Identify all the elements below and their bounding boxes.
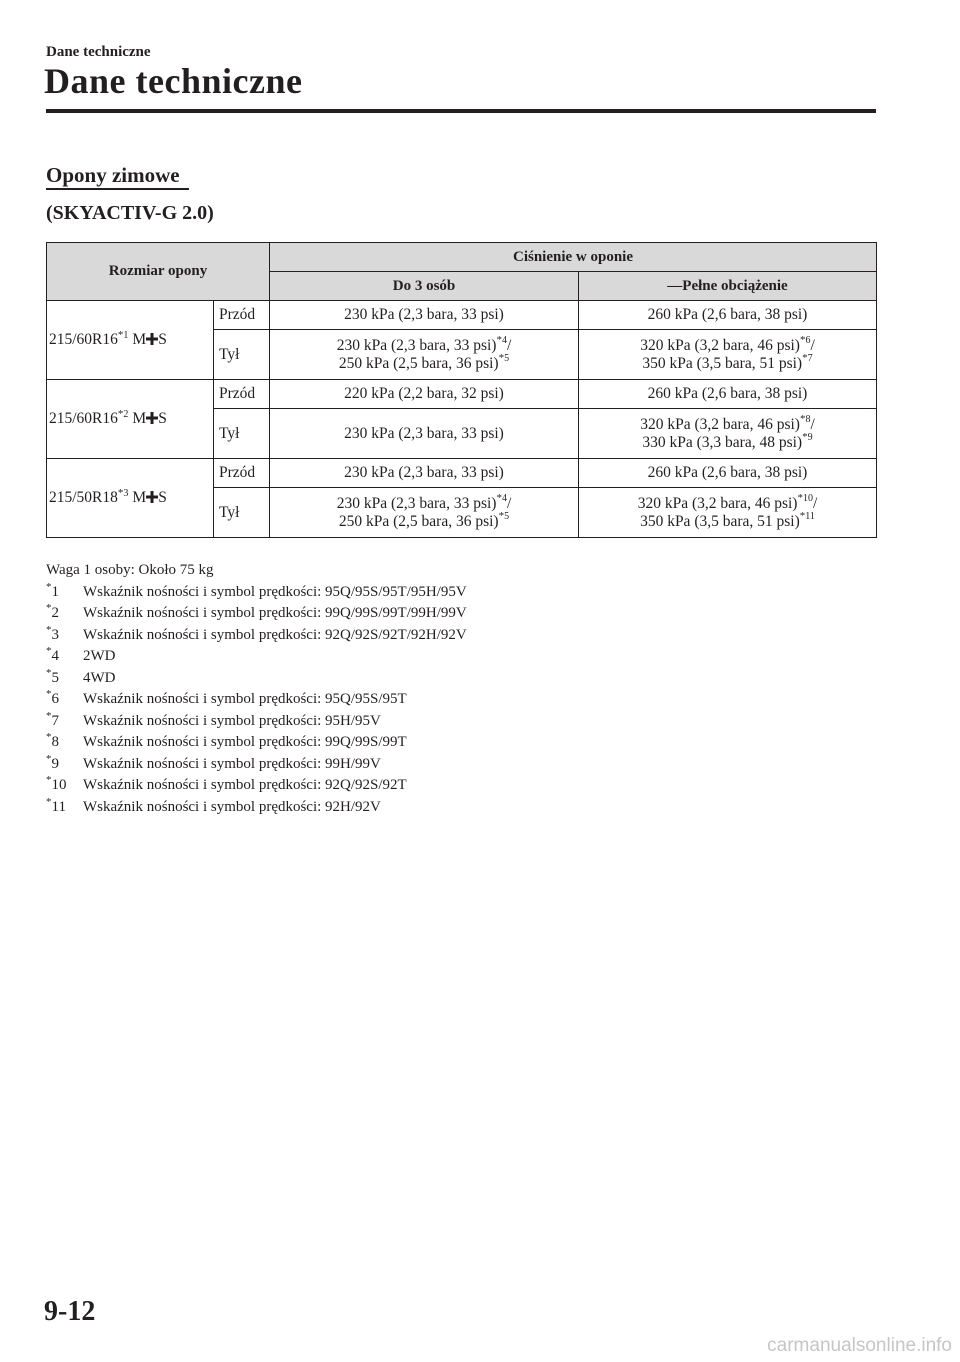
tyre-size: 215/50R18 [49, 489, 118, 506]
footnote-number: *10 [46, 774, 67, 793]
footnote-item [46, 732, 876, 754]
footnote-text: Wskaźnik nośności i symbol prędkości: 95Q/95S/95T/95H/95V [83, 583, 467, 600]
footnote-number: *3 [46, 623, 59, 643]
footnote-number: *7 [46, 709, 59, 729]
pressure-value: 260 kPa (2,6 bara, 38 psi) [579, 459, 877, 488]
footnote-item [46, 775, 876, 797]
footnote-text: 4WD [83, 669, 116, 686]
footnote-item [46, 582, 876, 604]
footnote-number: *9 [46, 752, 59, 772]
footnote-number: *6 [46, 688, 59, 707]
tyre-size-header: Rozmiar opony [47, 243, 270, 301]
mud-snow-mark: M S [132, 331, 167, 348]
section-title: Opony zimowe [46, 163, 180, 187]
tyre-size: 215/60R16 [49, 331, 118, 348]
footnote-number: *8 [46, 731, 59, 750]
footnote-number: *1 [46, 580, 59, 600]
footnote-text: Wskaźnik nośności i symbol prędkości: 92Q/92S/92T [83, 777, 407, 793]
pressure-value: 260 kPa (2,6 bara, 38 psi) [579, 380, 877, 409]
footnote-item [46, 797, 876, 819]
tyre-pressure-header: Ciśnienie w oponie [270, 243, 877, 272]
pressure-value: 320 kPa (3,2 bara, 46 psi)$^{*8}$/ 330 kPa (3,3 bara, 48 psi)$^{*9}$ [579, 409, 877, 459]
footnote-item [46, 754, 876, 776]
footnote-ref: *3 [117, 486, 129, 499]
tyre-pressure-table [46, 242, 877, 538]
position-rear: Tył [214, 488, 270, 538]
position-front: Przód [214, 301, 270, 330]
person-weight-note: Waga 1 osoby: Około 75 kg [46, 562, 214, 578]
full-load-header: ―Pełne obciążenie [579, 272, 877, 301]
chapter-divider [46, 109, 876, 113]
footnote-text: Wskaźnik nośności i symbol prędkości: 95H/95V [83, 712, 381, 729]
footnote-item [46, 689, 876, 711]
footnote-text: Wskaźnik nośności i symbol prędkości: 95Q/95S/95T [83, 691, 407, 707]
mud-snow-mark: M S [132, 489, 167, 506]
table-header-row [47, 243, 877, 272]
footnote-number: *5 [46, 666, 59, 686]
table-row [47, 301, 877, 330]
pressure-value: 320 kPa (3,2 bara, 46 psi)$^{*10}$/ 350 kPa (3,5 bara, 51 psi)$^{*11}$ [579, 488, 877, 538]
plus-icon [146, 333, 158, 345]
running-head: Dane techniczne [46, 44, 151, 60]
footnote-number: *11 [46, 795, 66, 815]
up-to-3-persons-header: Do 3 osób [270, 272, 579, 301]
table-row [47, 459, 877, 488]
tyre-size-cell [47, 459, 214, 538]
tyre-size-cell [47, 301, 214, 380]
pressure-value: 230 kPa (2,3 bara, 33 psi)$^{*4}$/ 250 kPa (2,5 bara, 36 psi)$^{*5}$ [270, 488, 579, 538]
engine-subtitle: (SKYACTIV-G 2.0) [46, 202, 214, 224]
position-rear: Tył [214, 409, 270, 459]
pressure-value: 230 kPa (2,3 bara, 33 psi) [270, 459, 579, 488]
footnote-item [46, 711, 876, 733]
footnote-item [46, 668, 876, 690]
plus-icon [146, 491, 158, 503]
footnote-text: Wskaźnik nośności i symbol prędkości: 92H/92V [83, 798, 381, 815]
position-front: Przód [214, 459, 270, 488]
pressure-value: 320 kPa (3,2 bara, 46 psi)$^{*6}$/ 350 kPa (3,5 bara, 51 psi)$^{*7}$ [579, 330, 877, 380]
footnote-number: *2 [46, 602, 59, 621]
footnote-item [46, 625, 876, 647]
footnote-text: Wskaźnik nośności i symbol prędkości: 99Q/99S/99T [83, 734, 407, 750]
section-title-underline [46, 188, 189, 190]
tyre-size-cell [47, 380, 214, 459]
footnote-item [46, 603, 876, 625]
footnote-ref: *2 [117, 407, 129, 420]
tyre-size: 215/60R16 [49, 410, 118, 427]
footnote-text: Wskaźnik nośności i symbol prędkości: 92Q/92S/92T/92H/92V [83, 626, 467, 643]
pressure-value: 220 kPa (2,2 bara, 32 psi) [270, 380, 579, 409]
footnote-item [46, 646, 876, 668]
footnote-text: 2WD [83, 648, 116, 664]
plus-icon [146, 412, 158, 424]
position-front: Przód [214, 380, 270, 409]
table-row [47, 380, 877, 409]
pressure-value: 230 kPa (2,3 bara, 33 psi) [270, 409, 579, 459]
page-number: 9-12 [44, 1296, 96, 1327]
footnote-text: Wskaźnik nośności i symbol prędkości: 99Q/99S/99T/99H/99V [83, 605, 467, 621]
chapter-title: Dane techniczne [44, 61, 303, 101]
pressure-value: 260 kPa (2,6 bara, 38 psi) [579, 301, 877, 330]
pressure-value: 230 kPa (2,3 bara, 33 psi) [270, 301, 579, 330]
footnote-text: Wskaźnik nośności i symbol prędkości: 99H/99V [83, 755, 381, 772]
footnote-list [46, 582, 876, 819]
notes-block [46, 560, 876, 818]
position-rear: Tył [214, 330, 270, 380]
watermark: carmanualsonline.info [767, 1335, 952, 1356]
footnote-number: *4 [46, 645, 59, 664]
footnote-ref: *1 [117, 328, 129, 341]
mud-snow-mark: M S [132, 410, 167, 427]
pressure-value: 230 kPa (2,3 bara, 33 psi)$^{*4}$/ 250 kPa (2,5 bara, 36 psi)$^{*5}$ [270, 330, 579, 380]
